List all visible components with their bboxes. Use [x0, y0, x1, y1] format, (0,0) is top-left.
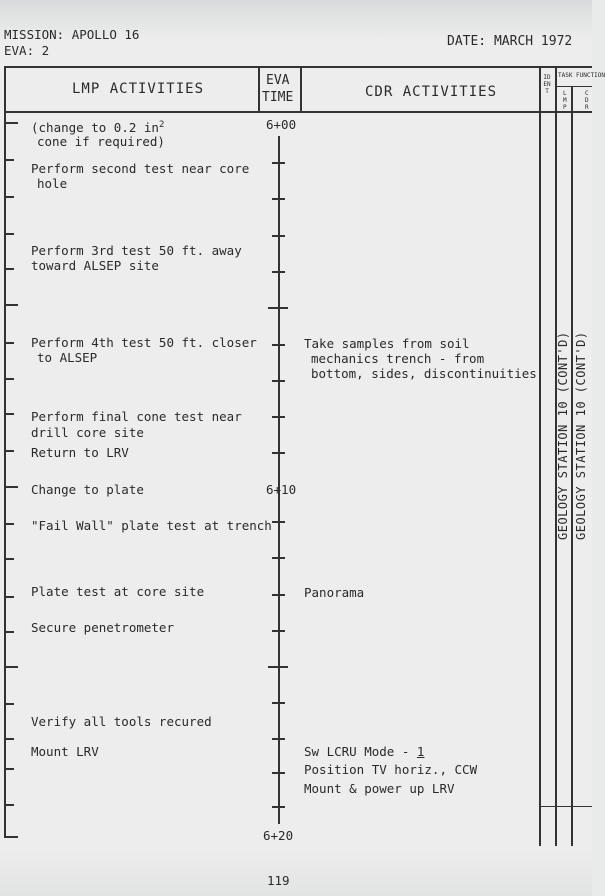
lmp-tick [4, 413, 14, 415]
cdr-activity-lcru-mode [304, 744, 424, 759]
time-tick [272, 271, 285, 273]
column-divider-task [571, 86, 573, 846]
lmp-activity-change-cone-2: cone if required) [37, 134, 165, 149]
lmp-activity-second-test: Perform second test near core [31, 161, 250, 176]
time-tick [272, 630, 285, 632]
time-tick [272, 162, 285, 164]
time-tick [272, 416, 285, 418]
ident-header: IDENT [543, 74, 551, 95]
lmp-tick [4, 304, 18, 306]
lmp-tick [4, 268, 14, 270]
lmp-bottom-tick [4, 836, 18, 838]
time-label-6-10: 6+10 [266, 482, 297, 497]
lmp-activity-fourth-test: Perform 4th test 50 ft. closer [31, 335, 257, 350]
lcru-mode-value: 1 [416, 744, 425, 759]
superscript: 2 [158, 120, 165, 130]
cdr-activity-mount-power-lrv: Mount & power up LRV [304, 781, 455, 796]
lmp-activity-text: (change to 0.2 in [31, 120, 159, 136]
time-tick [272, 198, 285, 200]
column-divider-eva [300, 66, 302, 112]
time-label-6-00: 6+00 [266, 117, 297, 132]
table-top-border [4, 66, 592, 68]
lmp-activities-header: LMP ACTIVITIES [72, 81, 205, 97]
lmp-activity-second-test-2: hole [37, 176, 68, 191]
eva-time-header-top: EVA [266, 73, 290, 88]
eva-label: EVA: 2 [4, 43, 50, 58]
task-lmp-subheader: LMP [563, 90, 567, 111]
lmp-activity-final-cone-test: Perform final cone test near [31, 409, 242, 424]
eva-time-axis [278, 136, 280, 824]
lmp-tick [4, 159, 14, 161]
lmp-activity-fail-wall: "Fail Wall" plate test at trench [31, 518, 272, 533]
lmp-activity-mount-lrv: Mount LRV [31, 744, 99, 759]
time-tick [272, 772, 285, 774]
task-cdr-subheader: CDR [585, 90, 589, 111]
lmp-activity-verify-tools: Verify all tools recured [31, 714, 212, 729]
lmp-activity-change-plate: Change to plate [31, 482, 144, 497]
task-function-header: TASK FUNCTION [558, 72, 605, 79]
time-tick [272, 235, 285, 237]
time-tick [272, 702, 285, 704]
time-tick [272, 557, 285, 559]
time-tick [272, 452, 285, 454]
table-header-bottom-border [4, 111, 592, 113]
cdr-activities-header: CDR ACTIVITIES [365, 84, 498, 100]
lmp-tick [4, 233, 14, 235]
task-label-cdr: GEOLOGY STATION 10 (CONT'D) [574, 331, 588, 540]
lmp-tick [4, 342, 14, 344]
lmp-tick [4, 768, 14, 770]
time-tick-major [268, 666, 288, 668]
lmp-tick [4, 378, 14, 380]
lmp-tick [4, 523, 14, 525]
lmp-activity-secure-penetrometer: Secure penetrometer [31, 620, 174, 635]
lmp-activity-fourth-test-2: to ALSEP [37, 350, 98, 365]
lmp-activity-third-test: Perform 3rd test 50 ft. away [31, 243, 242, 258]
lmp-tick [4, 450, 14, 452]
task-function-subdivider [555, 86, 592, 87]
lmp-tick [4, 596, 14, 598]
lmp-activity-change-cone [31, 118, 164, 135]
lmp-activity-third-test-2: toward ALSEP site [31, 258, 159, 273]
task-label-lmp: GEOLOGY STATION 10 (CONT'D) [556, 331, 570, 540]
time-tick [272, 344, 285, 346]
time-label-6-20: 6+20 [263, 828, 294, 843]
lmp-tick [4, 122, 18, 124]
mission-label: MISSION: APOLLO 16 [4, 27, 140, 42]
lmp-tick [4, 486, 18, 488]
bottom-box-line [539, 806, 592, 807]
lmp-tick [4, 738, 14, 740]
time-tick [272, 806, 285, 808]
lmp-activity-plate-test-core: Plate test at core site [31, 584, 205, 599]
cdr-activity-take-samples-2: mechanics trench - from [311, 351, 485, 366]
eva-time-header-bottom: TIME [262, 90, 294, 105]
lmp-tick [4, 703, 14, 705]
time-tick [272, 738, 285, 740]
column-divider-cdr [539, 66, 541, 846]
cdr-activity-text: Sw LCRU Mode - [304, 744, 417, 759]
cdr-activity-take-samples: Take samples from soil [304, 336, 470, 351]
lmp-activity-final-cone-test-2: drill core site [31, 425, 144, 440]
lmp-tick [4, 804, 14, 806]
lmp-tick [4, 631, 14, 633]
column-divider-lmp [258, 66, 260, 112]
lmp-tick [4, 196, 14, 198]
time-tick-major [268, 307, 288, 309]
cdr-activity-take-samples-3: bottom, sides, discontinuities [311, 366, 537, 381]
table-left-border [4, 66, 6, 838]
date-label: DATE: MARCH 1972 [447, 34, 573, 49]
lmp-activity-return-lrv: Return to LRV [31, 445, 129, 460]
time-tick [272, 594, 285, 596]
page-number: 119 [267, 873, 290, 888]
time-tick [272, 521, 285, 523]
time-tick [272, 380, 285, 382]
cdr-activity-panorama: Panorama [304, 585, 365, 600]
lmp-tick [4, 666, 18, 668]
cdr-activity-position-tv: Position TV horiz., CCW [304, 762, 478, 777]
lmp-tick [4, 558, 14, 560]
